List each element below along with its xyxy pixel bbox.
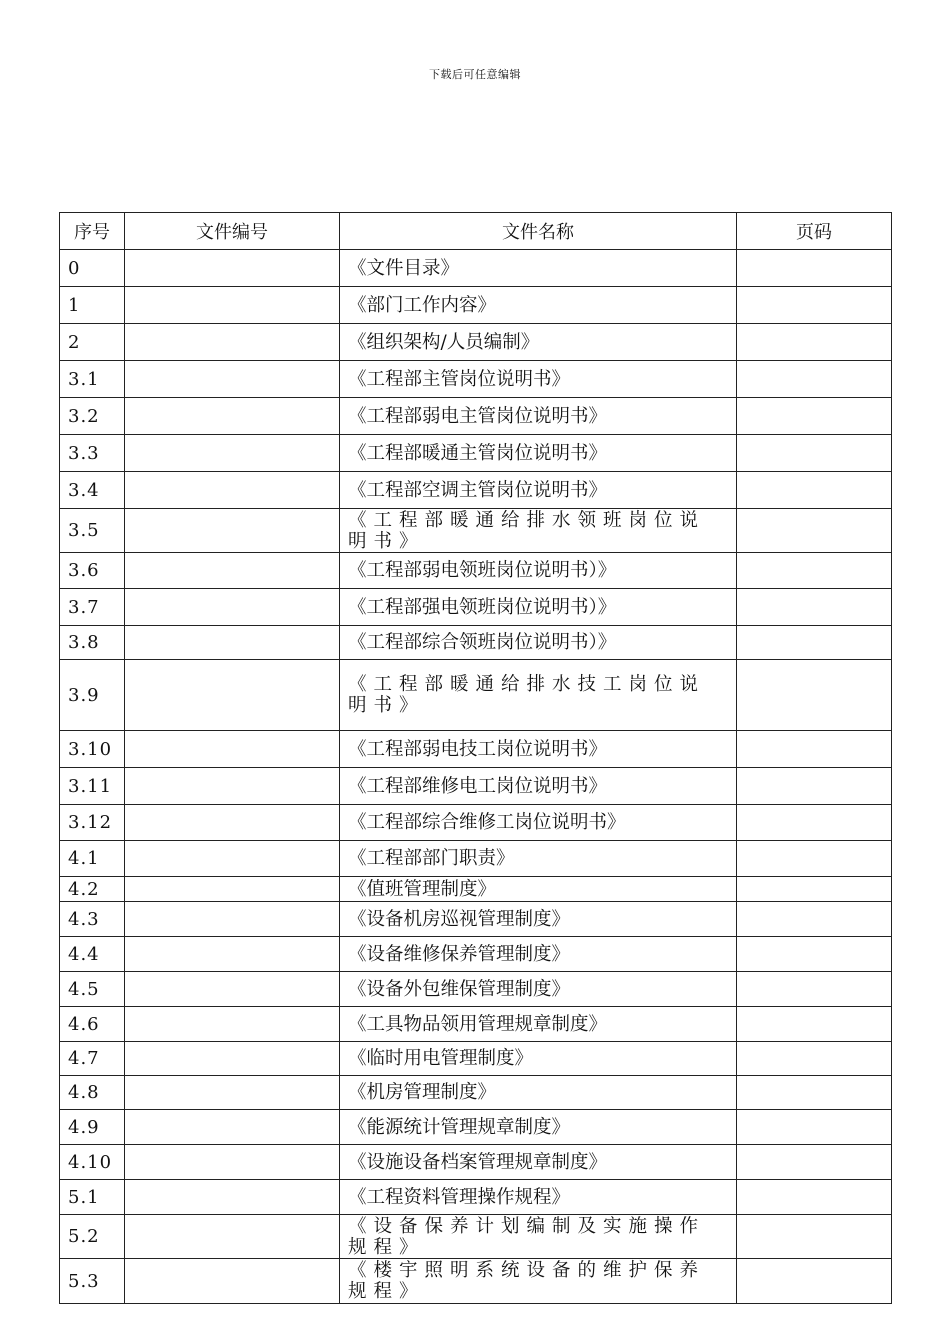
row-seq: 3.6: [60, 553, 125, 589]
table-row: [60, 553, 892, 589]
table-row: [60, 1145, 892, 1180]
row-file-code: [125, 398, 340, 435]
table-row: [60, 902, 892, 937]
table-row: [60, 472, 892, 509]
row-page: [737, 1259, 892, 1304]
row-file-code: [125, 1259, 340, 1304]
row-file-code: [125, 1180, 340, 1215]
row-seq: 3.9: [60, 660, 125, 731]
row-page: [737, 805, 892, 841]
row-page: [737, 1110, 892, 1145]
row-page: [737, 731, 892, 768]
row-seq: 3.7: [60, 589, 125, 626]
row-seq: 5.2: [60, 1215, 125, 1259]
row-page: [737, 250, 892, 287]
row-seq: 3.4: [60, 472, 125, 509]
table-row: [60, 1007, 892, 1042]
row-seq: 4.10: [60, 1145, 125, 1180]
row-page: [737, 553, 892, 589]
row-file-code: [125, 626, 340, 660]
row-page: [737, 972, 892, 1007]
row-file-code: [125, 1145, 340, 1180]
row-file-code: [125, 553, 340, 589]
table-row: [60, 841, 892, 877]
row-file-code: [125, 768, 340, 805]
row-file-name: 《临时用电管理制度》: [340, 1042, 737, 1076]
row-page: [737, 768, 892, 805]
header-file-name: 文件名称: [340, 213, 737, 250]
table-row: [60, 1076, 892, 1110]
row-seq: 3.12: [60, 805, 125, 841]
row-file-name: 《文件目录》: [340, 250, 737, 287]
row-file-name: 《值班管理制度》: [340, 877, 737, 902]
row-seq: 4.6: [60, 1007, 125, 1042]
row-seq: 4.4: [60, 937, 125, 972]
row-seq: 5.1: [60, 1180, 125, 1215]
table-row: [60, 398, 892, 435]
table-header-row: [60, 213, 892, 250]
row-file-code: [125, 731, 340, 768]
row-file-name: 《设备外包维保管理制度》: [340, 972, 737, 1007]
row-file-name: 《工程部维修电工岗位说明书》: [340, 768, 737, 805]
row-file-code: [125, 250, 340, 287]
table-row: [60, 937, 892, 972]
table-row: [60, 626, 892, 660]
row-file-code: [125, 877, 340, 902]
header-page: 页码: [737, 213, 892, 250]
row-page: [737, 1007, 892, 1042]
row-file-code: [125, 937, 340, 972]
row-page: [737, 902, 892, 937]
table-row: [60, 1180, 892, 1215]
row-file-name: 《设备机房巡视管理制度》: [340, 902, 737, 937]
table-row: [60, 1215, 892, 1259]
row-file-code: [125, 324, 340, 361]
row-seq: 3.1: [60, 361, 125, 398]
row-page: [737, 841, 892, 877]
row-page: [737, 472, 892, 509]
row-file-name: 《工程资料管理操作规程》: [340, 1180, 737, 1215]
row-file-name: 《工程部弱电技工岗位说明书》: [340, 731, 737, 768]
row-page: [737, 660, 892, 731]
row-file-name: 《能源统计管理规章制度》: [340, 1110, 737, 1145]
row-file-name: 《工程部暖通给排水技工岗位说明书》: [340, 660, 737, 731]
row-seq: 4.2: [60, 877, 125, 902]
row-file-code: [125, 805, 340, 841]
row-file-code: [125, 972, 340, 1007]
row-seq: 0: [60, 250, 125, 287]
row-page: [737, 877, 892, 902]
table-row: [60, 287, 892, 324]
row-file-name: 《工程部强电领班岗位说明书）》: [340, 589, 737, 626]
row-seq: 4.1: [60, 841, 125, 877]
row-file-code: [125, 361, 340, 398]
row-file-code: [125, 1215, 340, 1259]
row-file-name: 《机房管理制度》: [340, 1076, 737, 1110]
table-row: [60, 660, 892, 731]
row-file-name: 《工程部主管岗位说明书》: [340, 361, 737, 398]
row-seq: 4.8: [60, 1076, 125, 1110]
row-file-code: [125, 589, 340, 626]
table-row: [60, 731, 892, 768]
row-page: [737, 1076, 892, 1110]
row-page: [737, 398, 892, 435]
row-file-name: 《设备维修保养管理制度》: [340, 937, 737, 972]
row-file-name: 《设备保养计划编制及实施操作规程》: [340, 1215, 737, 1259]
row-seq: 3.10: [60, 731, 125, 768]
row-file-name: 《工程部空调主管岗位说明书》: [340, 472, 737, 509]
row-seq: 4.7: [60, 1042, 125, 1076]
row-page: [737, 435, 892, 472]
row-file-name: 《工程部综合维修工岗位说明书》: [340, 805, 737, 841]
row-seq: 3.5: [60, 509, 125, 553]
row-seq: 4.3: [60, 902, 125, 937]
table-row: [60, 509, 892, 553]
row-file-name: 《楼宇照明系统设备的维护保养规程》: [340, 1259, 737, 1304]
table-row: [60, 805, 892, 841]
table-row: [60, 250, 892, 287]
row-seq: 1: [60, 287, 125, 324]
table-row: [60, 435, 892, 472]
row-file-code: [125, 509, 340, 553]
header-file-code: 文件编号: [125, 213, 340, 250]
row-file-code: [125, 1076, 340, 1110]
row-page: [737, 626, 892, 660]
row-page: [737, 361, 892, 398]
row-page: [737, 589, 892, 626]
table-row: [60, 361, 892, 398]
header-seq: 序号: [60, 213, 125, 250]
header-note: 下载后可任意编辑: [429, 68, 521, 81]
row-seq: 4.9: [60, 1110, 125, 1145]
row-file-name: 《工程部暖通主管岗位说明书》: [340, 435, 737, 472]
row-file-code: [125, 1007, 340, 1042]
row-page: [737, 287, 892, 324]
row-page: [737, 937, 892, 972]
row-page: [737, 1145, 892, 1180]
row-file-code: [125, 1110, 340, 1145]
table-row: [60, 1042, 892, 1076]
row-page: [737, 1215, 892, 1259]
table-row: [60, 1110, 892, 1145]
table-row: [60, 877, 892, 902]
row-file-name: 《工具物品领用管理规章制度》: [340, 1007, 737, 1042]
row-file-name: 《工程部部门职责》: [340, 841, 737, 877]
row-file-name: 《组织架构/人员编制》: [340, 324, 737, 361]
row-page: [737, 1042, 892, 1076]
row-page: [737, 509, 892, 553]
row-file-code: [125, 841, 340, 877]
table-row: [60, 1259, 892, 1304]
row-file-name: 《工程部暖通给排水领班岗位说明书》: [340, 509, 737, 553]
row-seq: 4.5: [60, 972, 125, 1007]
row-file-name: 《工程部综合领班岗位说明书）》: [340, 626, 737, 660]
row-page: [737, 324, 892, 361]
table-row: [60, 768, 892, 805]
document-index-table: [59, 212, 892, 1304]
row-seq: 2: [60, 324, 125, 361]
table-row: [60, 324, 892, 361]
row-file-name: 《工程部弱电主管岗位说明书》: [340, 398, 737, 435]
row-file-code: [125, 902, 340, 937]
table-row: [60, 972, 892, 1007]
row-page: [737, 1180, 892, 1215]
row-file-name: 《部门工作内容》: [340, 287, 737, 324]
row-seq: 5.3: [60, 1259, 125, 1304]
row-file-code: [125, 435, 340, 472]
row-seq: 3.8: [60, 626, 125, 660]
row-seq: 3.2: [60, 398, 125, 435]
row-seq: 3.3: [60, 435, 125, 472]
row-file-code: [125, 287, 340, 324]
table-row: [60, 589, 892, 626]
row-file-code: [125, 1042, 340, 1076]
row-file-code: [125, 660, 340, 731]
row-file-code: [125, 472, 340, 509]
row-file-name: 《工程部弱电领班岗位说明书）》: [340, 553, 737, 589]
row-file-name: 《设施设备档案管理规章制度》: [340, 1145, 737, 1180]
row-seq: 3.11: [60, 768, 125, 805]
